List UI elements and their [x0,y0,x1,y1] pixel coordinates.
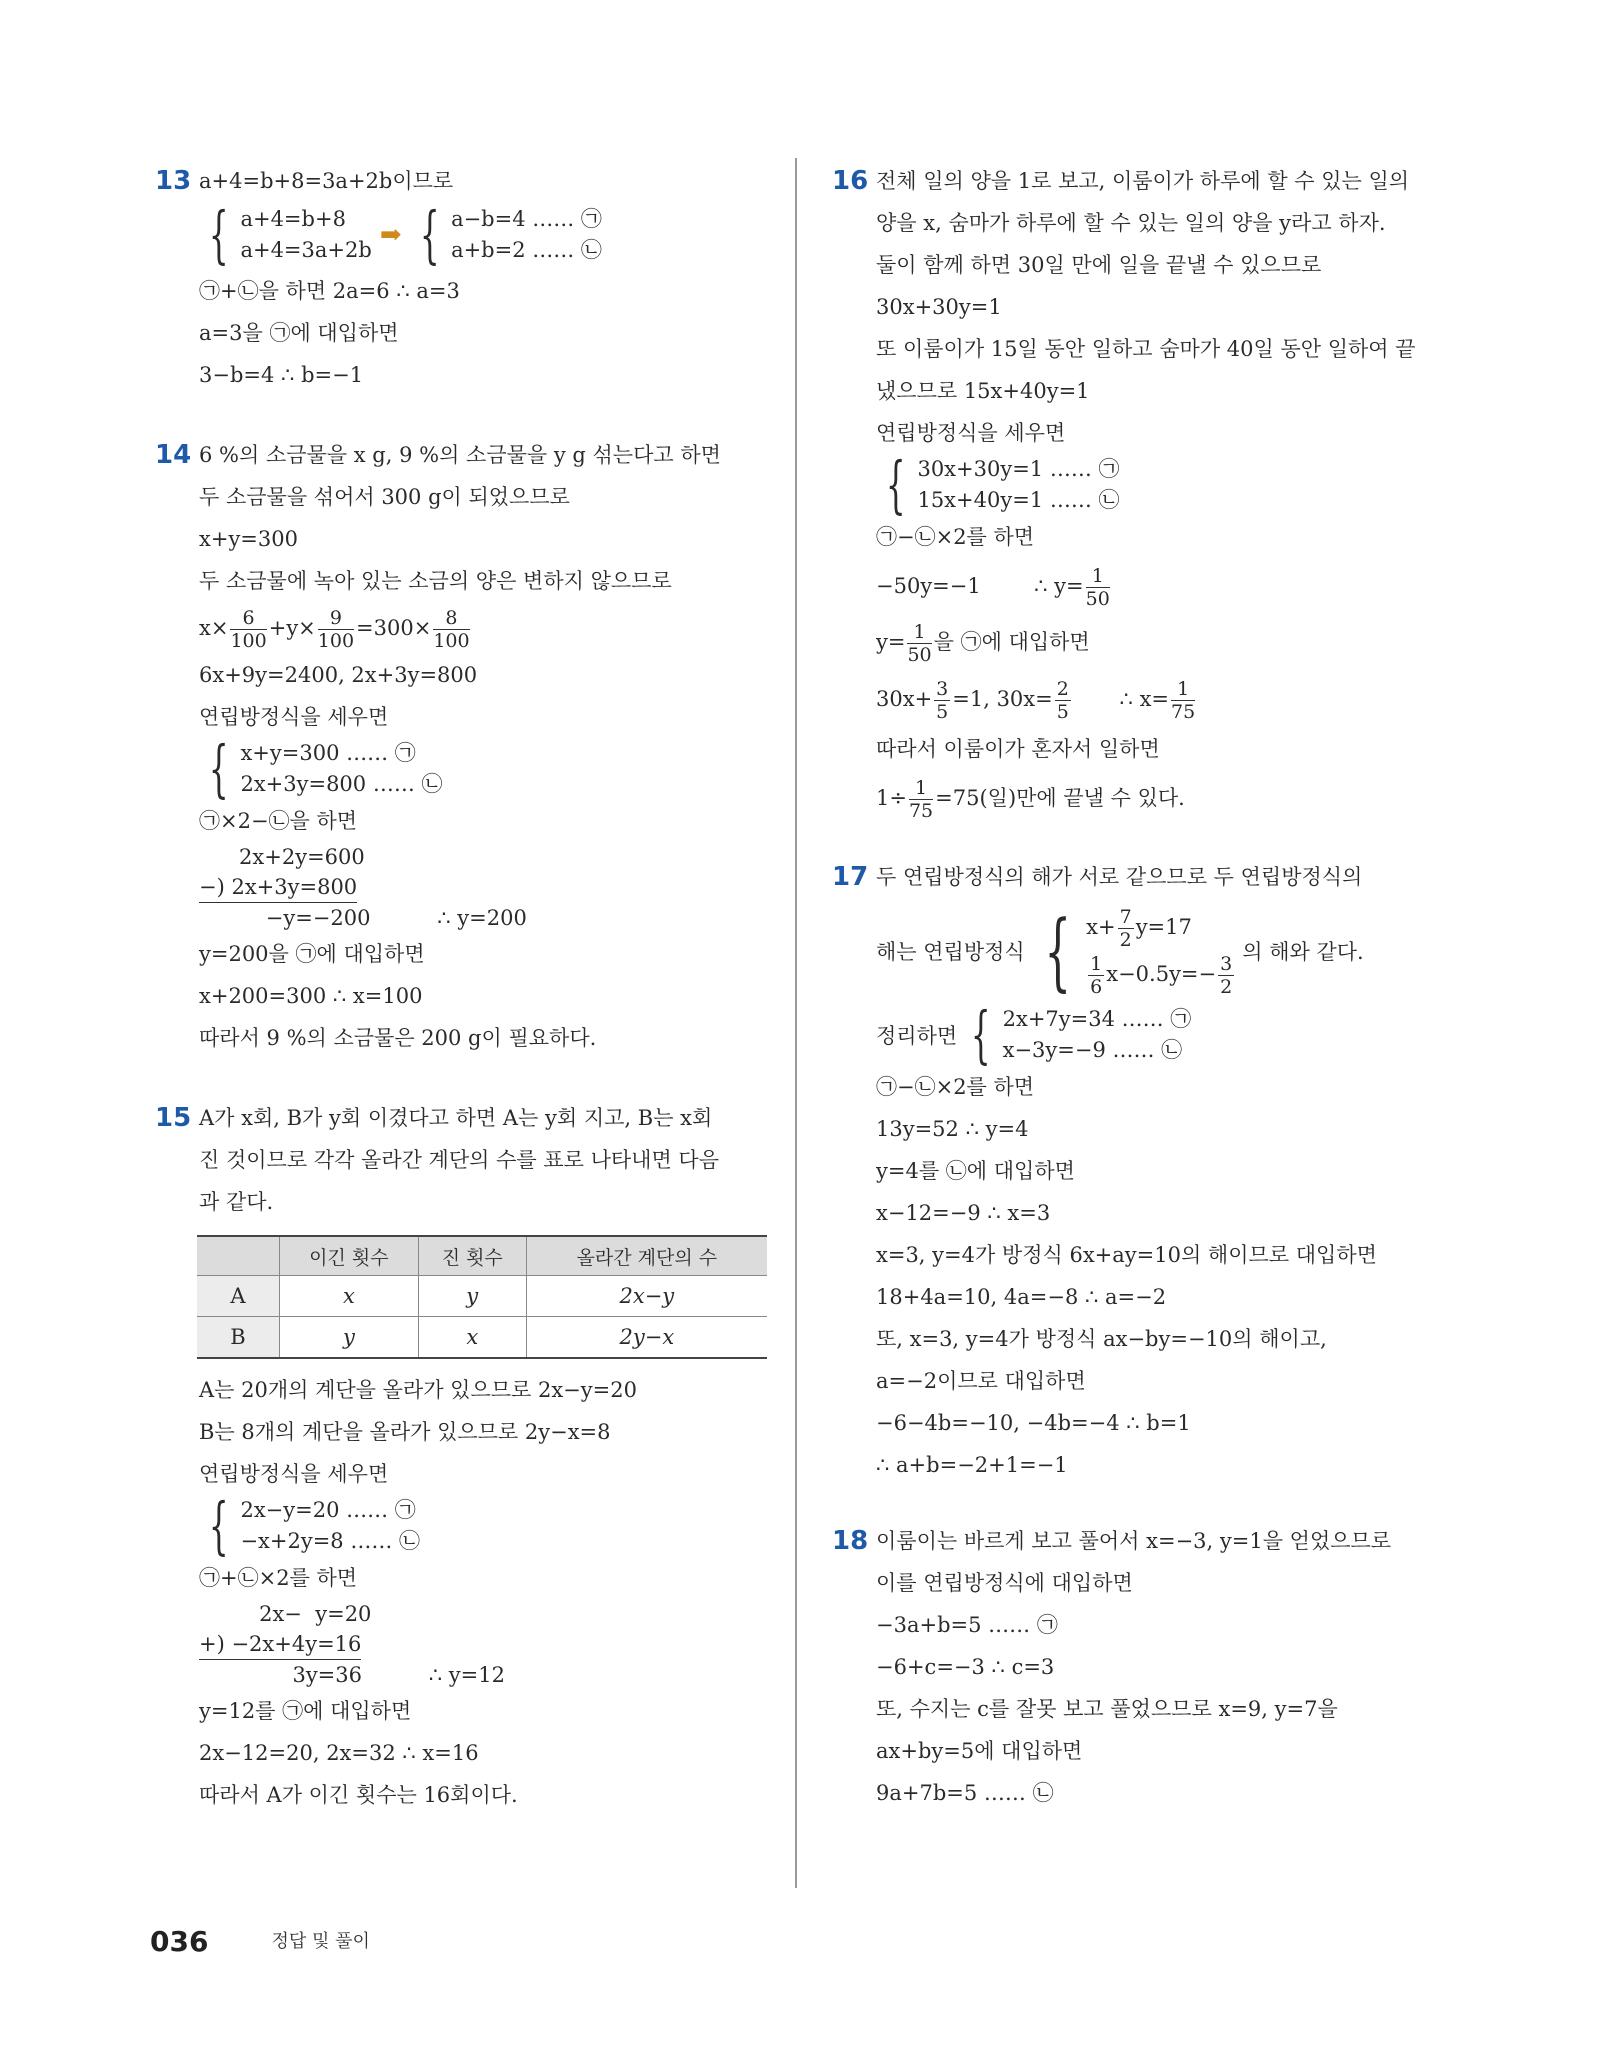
line: −6+c=−3 ∴ c=3 [876,1655,1055,1679]
equation-system [876,448,1452,521]
line: −6−4b=−10, −4b=−4 ∴ b=1 [876,1411,1191,1435]
line: 둘이 함께 하면 30일 만에 일을 끝낼 수 있으므로 [876,253,1322,277]
brace-icon: { [885,448,906,521]
table-header-row: 이긴 횟수 진 횟수 올라간 계단의 수 [197,1236,767,1276]
equation: a+4=3a+2b [240,238,372,262]
line: ㉠+㉡×2를 하면 [199,1566,358,1590]
line: 따라서 A가 이긴 횟수는 16회이다. [199,1783,518,1807]
line: A가 x회, B가 y회 이겼다고 하면 A는 y회 지고, B는 x회 [199,1106,713,1130]
column-calculation: 2x+2y=600 −) 2x+3y=800 −y=−200 ∴ y=200 [199,845,527,930]
fraction-line: y= $\frac{1}{50}$ 을 ㉠에 대입하면 [876,621,1090,666]
fraction-line: 1÷ $\frac{1}{75}$ =75(일)만에 끝낼 수 있다. [876,777,1185,822]
line: 30x+30y=1 [876,295,1002,319]
line: 9a+7b=5 …… ㉡ [876,1781,1054,1805]
problem-13 [155,160,775,396]
left-column [155,160,775,1816]
line: 6 %의 소금물을 x g, 9 %의 소금물을 y g 섞는다고 하면 [199,443,721,467]
footer-title: 정답 및 풀이 [271,1931,370,1952]
line: 진 것이므로 각각 올라간 계단의 수를 표로 나타내면 다음 [199,1148,719,1172]
line: x=3, y=4가 방정식 6x+ay=10의 해이므로 대입하면 [876,1243,1377,1267]
line: 6x+9y=2400, 2x+3y=800 [199,663,478,687]
line: ㉠−㉡×2를 하면 [876,525,1035,549]
column-divider [795,158,797,1888]
fraction: $\frac{7}{2}$ [1119,906,1132,951]
problem-number: 17 [832,862,869,892]
equation-system [199,732,775,805]
brace-icon: { [1044,902,1071,1000]
equation-system [199,1489,775,1562]
line: a+4=b+8=3a+2b이므로 [199,169,454,193]
column-calculation: 2x− y=20 +) −2x+4y=16 3y=36 ∴ y=12 [199,1602,505,1687]
problem-16 [832,160,1452,826]
equation: 2x−y=20 …… ㉠ [240,1498,416,1522]
problem-number: 13 [155,166,192,196]
equation: a−b=4 …… ㉠ [451,207,602,231]
fraction: $\frac{1}{50}$ [907,621,932,666]
right-column [832,160,1452,1814]
fraction: $\frac{9}{100}$ [317,607,355,652]
equation: a+4=b+8 [240,207,346,231]
fraction-line: 30x+ $\frac{3}{5}$ =1, 30x= $\frac{2}{5}$ ∴ x= $\frac{1}{75}$ [876,678,1196,723]
problem-number: 14 [155,440,192,470]
line: 또, 수지는 c를 잘못 보고 풀었으므로 x=9, y=7을 [876,1697,1338,1721]
line: ㉠×2−㉡을 하면 [199,809,358,833]
problem-18 [832,1520,1452,1814]
fraction: $\frac{1}{75}$ [1171,678,1196,723]
steps-table [197,1235,767,1359]
line: 전체 일의 양을 1로 보고, 이룸이가 하루에 할 수 있는 일의 [876,169,1410,193]
line: 이를 연립방정식에 대입하면 [876,1571,1133,1595]
line: A는 20개의 계단을 올라가 있으므로 2x−y=20 [199,1378,637,1402]
equation: 30x+30y=1 …… ㉠ [917,457,1120,481]
line: y=200을 ㉠에 대입하면 [199,942,425,966]
equation: x−3y=−9 …… ㉡ [1002,1038,1183,1062]
line: ㉠−㉡×2를 하면 [876,1075,1035,1099]
fraction-line: −50y=−1 ∴ y= $\frac{1}{50}$ [876,565,1110,610]
arrow-right-icon: ➡ [379,220,402,250]
table-row: B y x 2y−x [197,1317,767,1359]
brace-icon: { [208,198,229,271]
line: 13y=52 ∴ y=4 [876,1117,1029,1141]
page-number: 036 [150,1925,209,1958]
fraction: $\frac{8}{100}$ [433,607,470,652]
line: −3a+b=5 …… ㉠ [876,1613,1058,1637]
equation: $\frac{1}{6}$ x−0.5y=− $\frac{3}{2}$ [1090,953,1233,998]
line: 연립방정식을 세우면 [199,705,389,729]
brace-icon: { [419,198,440,271]
equation: x+ $\frac{7}{2}$ y=17 [1086,906,1192,951]
fraction: $\frac{1}{50}$ [1085,565,1110,610]
table-row: A x y 2x−y [197,1276,767,1317]
brace-icon: { [208,732,229,805]
line: B는 8개의 계단을 올라가 있으므로 2y−x=8 [199,1420,611,1444]
line: 따라서 9 %의 소금물은 200 g이 필요하다. [199,1026,597,1050]
problem-15 [155,1097,775,1816]
fraction: $\frac{6}{100}$ [230,607,267,652]
equation: 2x+7y=34 …… ㉠ [1002,1007,1192,1031]
line: 과 같다. [199,1190,274,1214]
problem-14 [155,434,775,1059]
line: y=4를 ㉡에 대입하면 [876,1159,1075,1183]
line: 2x−12=20, 2x=32 ∴ x=16 [199,1741,479,1765]
fraction: $\frac{1}{6}$ [1090,953,1103,998]
line: 18+4a=10, 4a=−8 ∴ a=−2 [876,1285,1167,1309]
line: 냈으므로 15x+40y=1 [876,379,1090,403]
fraction: $\frac{3}{5}$ [936,678,949,723]
page-footer [150,1925,370,1958]
equation: −x+2y=8 …… ㉡ [240,1529,421,1553]
line: ax+by=5에 대입하면 [876,1739,1083,1763]
problem-number: 18 [832,1526,869,1556]
line: 두 연립방정식의 해가 서로 같으므로 두 연립방정식의 [876,865,1363,889]
line: 연립방정식을 세우면 [876,421,1066,445]
line: 따라서 이룸이가 혼자서 일하면 [876,737,1160,761]
line: 연립방정식을 세우면 [199,1462,389,1486]
line: 3−b=4 ∴ b=−1 [199,363,364,387]
problem-17 [832,856,1452,1486]
line: 두 소금물을 섞어서 300 g이 되었으므로 [199,485,570,509]
line: 양을 x, 숨마가 하루에 할 수 있는 일의 양을 y라고 하자. [876,211,1386,235]
equation-system: 해는 연립방정식 { x+ $\frac{7}{2}$ y=17 $\frac{1}{6}$ x−0.5y=− $\frac{3}{2}$ 의 해와 같다. [876,902,1364,1000]
line: x−12=−9 ∴ x=3 [876,1201,1051,1225]
line: 또 이룸이가 15일 동안 일하고 숨마가 40일 동안 일하여 끝 [876,337,1416,361]
fraction: $\frac{1}{75}$ [908,777,934,822]
equation-system: 정리하면 { 2x+7y=34 …… ㉠ x−3y=−9 …… ㉡ [876,998,1192,1071]
line: 이룸이는 바르게 보고 풀어서 x=−3, y=1을 얻었으므로 [876,1529,1392,1553]
equation-system [199,198,775,271]
fraction: $\frac{2}{5}$ [1056,678,1069,723]
line: 또, x=3, y=4가 방정식 ax−by=−10의 해이고, [876,1327,1327,1351]
line: ㉠+㉡을 하면 2a=6 ∴ a=3 [199,279,460,303]
equation: x+y=300 …… ㉠ [240,741,416,765]
line: ∴ a+b=−2+1=−1 [876,1453,1068,1477]
line: a=3을 ㉠에 대입하면 [199,321,399,345]
fraction-line: x× $\frac{6}{100}$ +y× $\frac{9}{100}$ =300× $\frac{8}{100}$ [199,607,470,652]
equation: a+b=2 …… ㉡ [451,238,602,262]
line: y=12를 ㉠에 대입하면 [199,1699,412,1723]
problem-number: 15 [155,1103,192,1133]
line: x+200=300 ∴ x=100 [199,984,423,1008]
equation: 15x+40y=1 …… ㉡ [917,488,1120,512]
line: 두 소금물에 녹아 있는 소금의 양은 변하지 않으므로 [199,569,672,593]
line: a=−2이므로 대입하면 [876,1369,1086,1393]
equation: 2x+3y=800 …… ㉡ [240,772,443,796]
brace-icon: { [208,1489,229,1562]
brace-icon: { [971,998,991,1071]
problem-number: 16 [832,166,869,196]
fraction: $\frac{3}{2}$ [1220,953,1233,998]
line: x+y=300 [199,527,298,551]
